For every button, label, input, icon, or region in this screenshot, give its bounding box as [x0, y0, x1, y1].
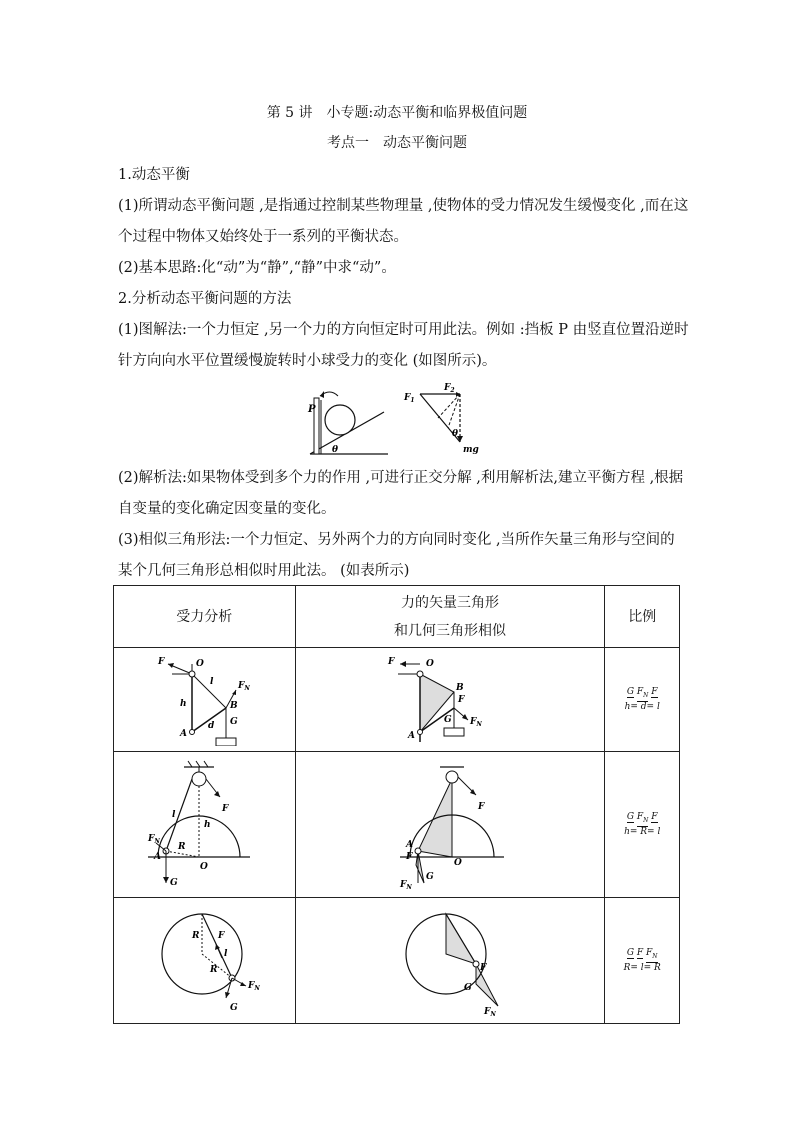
table-row	[114, 752, 680, 898]
subheading-dynamic-equilibrium: 1.动态平衡	[118, 167, 190, 183]
paragraph-line: (2)基本思路:化“动”为“静”,“静”中求“动”。	[118, 260, 396, 276]
pulley-hemisphere-diagram	[144, 755, 264, 891]
table-row	[114, 648, 680, 752]
ratio-numerator: $F_N$	[637, 812, 649, 827]
paragraph-line: 个过程中物体又始终处于一系列的平衡状态。	[118, 229, 408, 245]
label-r: R	[192, 930, 200, 941]
label-fn: $F_N$	[399, 879, 412, 891]
label-h: h	[180, 698, 187, 709]
force-triangle-figure	[400, 382, 490, 460]
ratio-numerator: F	[651, 687, 658, 698]
board-label-p: P	[308, 404, 316, 415]
ratio-formula-1	[605, 687, 679, 702]
vector-triangle-cell	[295, 898, 605, 1024]
force-analysis-cell	[114, 648, 296, 752]
paragraph-line: 针方向向水平位置缓慢旋转时小球受力的变化 (如图所示)。	[118, 353, 497, 369]
label-f: F	[477, 801, 485, 812]
label-fn: $F_N$	[483, 1006, 496, 1018]
paragraph-line: 自变量的变化确定因变量的变化。	[118, 501, 336, 517]
ratio-numerator: G	[626, 812, 635, 823]
ratio-denominators-1: h= d= l	[624, 701, 660, 712]
label-a: A	[405, 839, 413, 850]
ratio-denominator: l	[657, 826, 661, 837]
f2-label: $F_2$	[444, 383, 455, 394]
angle-label: θ	[332, 445, 339, 455]
table-header-row	[114, 586, 680, 648]
label-g: G	[463, 982, 472, 993]
label-f: F	[222, 803, 229, 814]
ratio-denominator: h	[624, 826, 630, 837]
ratio-numerator: G	[626, 687, 635, 698]
ring-vector-diagram	[380, 900, 520, 1018]
vector-triangle-cell	[295, 752, 605, 898]
vector-triangle-cell	[295, 648, 605, 752]
ratio-formula-3	[605, 948, 679, 963]
label-d: d	[208, 720, 215, 731]
label-f: F	[387, 656, 395, 667]
label-o: O	[425, 658, 434, 669]
ratio-numerator: F	[651, 812, 658, 823]
ratio-cell	[605, 898, 680, 1024]
label-g: G	[230, 1002, 238, 1013]
f1-label: $F_1$	[404, 393, 415, 404]
ratio-denominators-3: R= l= R	[623, 962, 661, 973]
ratio-denominator: R	[640, 826, 648, 837]
label-g: G	[170, 877, 178, 888]
paragraph-line: 某个几何三角形总相似时用此法。 (如表所示)	[118, 563, 410, 579]
label-o: O	[196, 658, 205, 669]
ratio-denominator: h	[624, 701, 631, 712]
label-g: G	[443, 714, 452, 725]
label-g: G	[425, 871, 434, 882]
label-a: A	[154, 851, 162, 862]
ratio-numerator: $F_N$	[637, 687, 649, 702]
ratio-cell	[605, 752, 680, 898]
similar-triangle-table	[113, 585, 680, 1024]
label-f: F	[457, 694, 465, 705]
label-b: B	[455, 682, 464, 693]
label-o: O	[200, 861, 209, 872]
force-analysis-cell	[114, 898, 296, 1024]
ratio-denominator: R	[654, 962, 661, 973]
label-h: h	[204, 819, 211, 830]
header-line: 和几何三角形相似	[393, 622, 506, 639]
label-fn: $F_N$	[238, 680, 251, 692]
rod-vector-diagram	[380, 650, 520, 746]
label-l: l	[210, 676, 214, 687]
label-g: G	[230, 716, 238, 727]
label-a: A	[180, 728, 188, 739]
ratio-numerator: F	[636, 948, 644, 959]
angle-label: θ	[452, 429, 459, 439]
label-l: l	[172, 809, 176, 820]
ratio-formula-2	[605, 812, 679, 827]
label-fn: $F_N$	[469, 716, 482, 728]
table-row	[114, 898, 680, 1024]
pulley-vector-diagram	[380, 755, 520, 891]
ratio-cell	[605, 648, 680, 752]
force-analysis-cell	[114, 752, 296, 898]
paragraph-line: (1)图解法:一个力恒定 ,另一个力的方向恒定时可用此法。例如 :挡板 P 由竖直位置沿逆时	[118, 322, 689, 338]
section-heading: 考点一 动态平衡问题	[327, 135, 467, 151]
header-vector-triangle	[295, 586, 605, 648]
page-title: 第 5 讲 小专题:动态平衡和临界极值问题	[266, 105, 528, 121]
ratio-denominator: l	[640, 962, 644, 973]
ring-circle-diagram	[144, 900, 264, 1018]
label-f: F	[218, 930, 225, 941]
label-b: B	[230, 700, 238, 711]
paragraph-line: (1)所谓动态平衡问题 ,是指通过控制某些物理量 ,使物体的受力情况发生缓慢变化 ,而在这	[118, 198, 689, 214]
paragraph-line: (2)解析法:如果物体受到多个力的作用 ,可进行正交分解 ,利用解析法,建立平衡方程 ,根据	[118, 470, 684, 486]
label-l: l	[224, 948, 228, 959]
paragraph-line: (3)相似三角形法:一个力恒定、另外两个力的方向同时变化 ,当所作矢量三角形与空间的	[118, 532, 675, 548]
subheading-methods: 2.分析动态平衡问题的方法	[118, 291, 292, 307]
header-ratio: 比例	[605, 586, 680, 648]
ratio-numerator: G	[626, 948, 635, 959]
ratio-denominator: l	[656, 701, 660, 712]
label-a: A	[407, 730, 415, 741]
label-f: F	[479, 962, 487, 973]
label-fn: $F_N$	[248, 980, 261, 992]
board-ball-figure	[300, 388, 390, 458]
rod-diagram	[144, 650, 264, 746]
ratio-numerator: $F_N$	[646, 948, 658, 963]
gravity-label: mg	[463, 445, 479, 455]
label-f: F	[405, 851, 413, 862]
header-line: 力的矢量三角形	[400, 594, 499, 611]
label-r: R	[178, 841, 186, 852]
label-o: O	[453, 857, 462, 868]
label-fn: $F_N$	[148, 833, 161, 845]
ratio-denominator: R	[623, 962, 631, 973]
header-force-analysis: 受力分析	[114, 586, 296, 648]
label-f: F	[158, 656, 165, 667]
label-r: R	[210, 964, 218, 975]
ratio-denominators-2: h= R= l	[624, 826, 661, 837]
ratio-denominator: d	[640, 701, 647, 712]
